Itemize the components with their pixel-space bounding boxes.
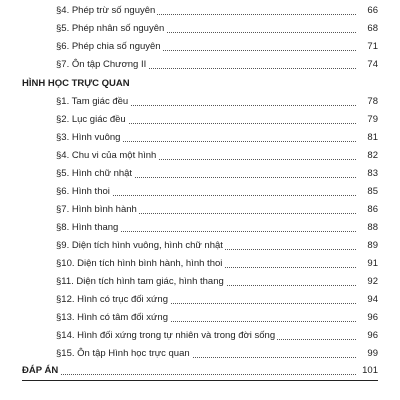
toc-entry [0, 347, 400, 361]
toc-entry-label: §13. Hình có tâm đối xứng [56, 312, 168, 323]
toc-page-number: 83 [356, 167, 378, 181]
toc-page-number: 99 [356, 347, 378, 361]
toc-entry-label: §4. Chu vi của một hình [56, 150, 157, 161]
toc-page-number: 89 [356, 239, 378, 253]
toc-entry [0, 22, 400, 36]
dot-leader [22, 374, 370, 375]
toc-entry [0, 149, 400, 163]
toc-page-number: 74 [356, 58, 378, 72]
section-heading-label: HÌNH HỌC TRỰC QUAN [22, 78, 130, 89]
toc-entry [0, 185, 400, 199]
toc-page-number: 85 [356, 185, 378, 199]
toc-entry-label: §10. Diện tích hình bình hành, hình thoi [56, 258, 223, 269]
toc-entry-label: §5. Phép nhân số nguyên [56, 23, 165, 34]
toc-page-number: 86 [356, 203, 378, 217]
toc-page-number: 71 [356, 40, 378, 54]
toc-entry [0, 239, 400, 253]
toc-entry-label: §7. Ôn tập Chương II [56, 59, 147, 70]
toc-entry [0, 221, 400, 235]
toc-page-number: 79 [356, 113, 378, 127]
toc-page-number: 96 [356, 329, 378, 343]
toc-page-number: 101 [356, 364, 378, 378]
toc-entry-label: §3. Hình vuông [56, 132, 121, 143]
toc-entry-label: §6. Hình thoi [56, 186, 110, 197]
toc-page-number: 78 [356, 95, 378, 109]
toc-page-number: 88 [356, 221, 378, 235]
bottom-rule [22, 380, 378, 381]
toc-entry [0, 329, 400, 343]
toc-entry [0, 40, 400, 54]
toc-page-number: 94 [356, 293, 378, 307]
toc-entry-label: §2. Lục giác đều [56, 114, 126, 125]
toc-entry-answers [0, 364, 400, 378]
toc-entry [0, 311, 400, 325]
section-heading [0, 77, 400, 91]
toc-entry [0, 293, 400, 307]
toc-entry-label: §12. Hình có trục đối xứng [56, 294, 168, 305]
toc-page-number: 81 [356, 131, 378, 145]
toc-entry [0, 275, 400, 289]
toc-entry [0, 95, 400, 109]
toc-page-number: 68 [356, 22, 378, 36]
toc-entry-label: §5. Hình chữ nhật [56, 168, 133, 179]
toc-entry [0, 4, 400, 18]
toc-entry [0, 113, 400, 127]
toc-page-number: 82 [356, 149, 378, 163]
toc-entry-label: §15. Ôn tập Hình học trực quan [56, 348, 190, 359]
toc-entry [0, 257, 400, 271]
toc-page-number: 66 [356, 4, 378, 18]
section-heading-label: ĐÁP ÁN [22, 365, 59, 376]
toc-page-number: 91 [356, 257, 378, 271]
toc-entry-label: §4. Phép trừ số nguyên [56, 5, 156, 16]
toc-entry [0, 167, 400, 181]
toc-entry [0, 58, 400, 72]
toc-entry-label: §1. Tam giác đều [56, 96, 129, 107]
toc-entry-label: §6. Phép chia số nguyên [56, 41, 161, 52]
toc-entry [0, 131, 400, 145]
toc-page-number: 96 [356, 311, 378, 325]
toc-page-number: 92 [356, 275, 378, 289]
toc-entry-label: §11. Diện tích hình tam giác, hình thang [56, 276, 224, 287]
toc-entry-label: §9. Diện tích hình vuông, hình chữ nhật [56, 240, 223, 251]
toc-entry [0, 203, 400, 217]
toc-entry-label: §14. Hình đối xứng trong tự nhiên và trong đời sống [56, 330, 276, 341]
toc-entry-label: §8. Hình thang [56, 222, 119, 233]
toc-entry-label: §7. Hình bình hành [56, 204, 137, 215]
